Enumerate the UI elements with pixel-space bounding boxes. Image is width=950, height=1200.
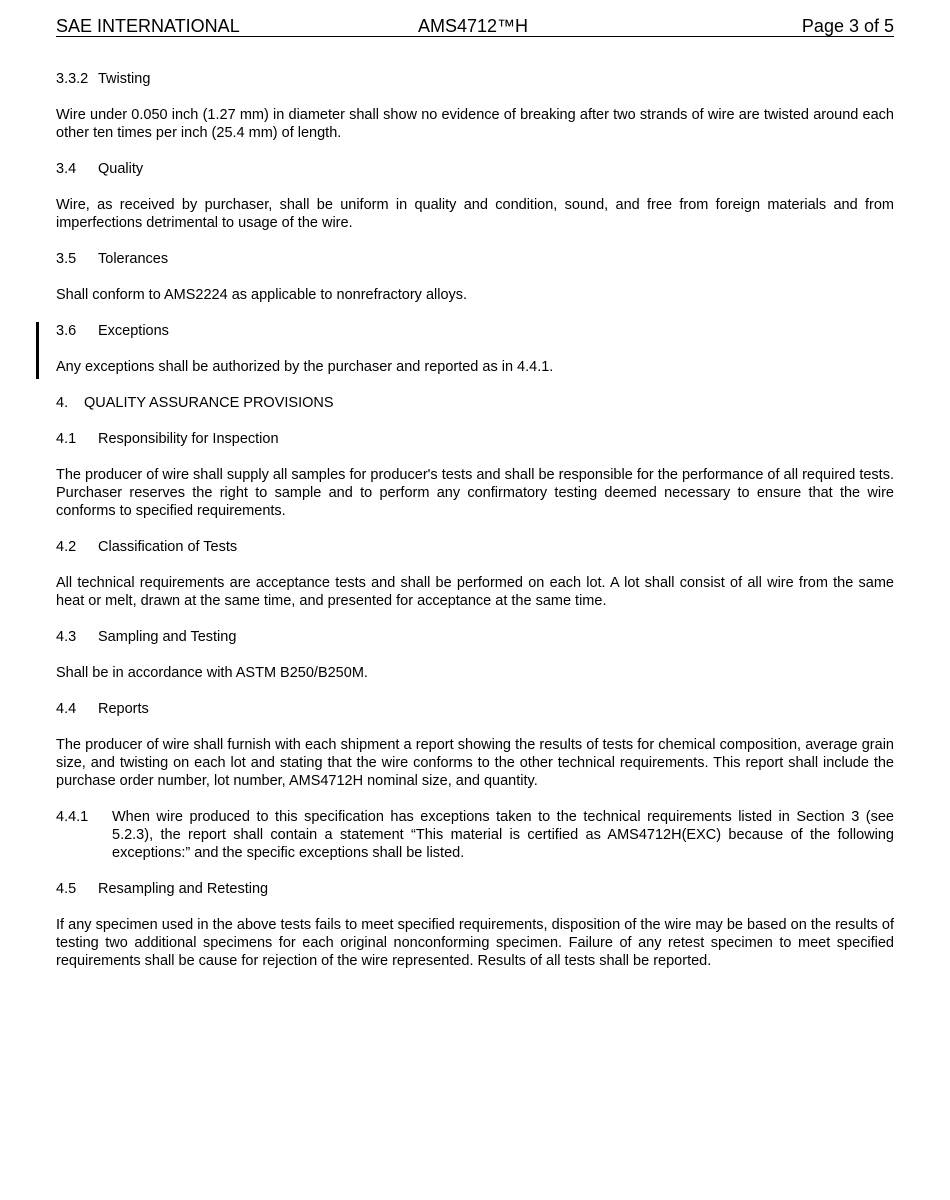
section-title: Exceptions: [98, 323, 169, 339]
section-body-3-5: Shall conform to AMS2224 as applicable to nonrefractory alloys.: [56, 287, 468, 303]
page-header: [56, 16, 894, 37]
section-number: 4.2: [56, 539, 77, 555]
section-number: 4.4.1: [56, 809, 89, 825]
section-body-4-1: The producer of wire shall supply all samples for producer's tests and shall be responsible for the performance of all required tests. Purchaser reserves the right to sample and to perform any confirmatory testing deemed necessary to ensure that the wire conforms to specified requirements.: [56, 467, 894, 519]
section-number: 4.: [56, 395, 69, 411]
section-number: 4.5: [56, 881, 77, 897]
section-heading-4-4: [56, 700, 894, 718]
section-title: Responsibility for Inspection: [98, 431, 279, 447]
section-number: 3.6: [56, 323, 77, 339]
section-title: Sampling and Testing: [98, 629, 237, 645]
section-title: Resampling and Retesting: [98, 881, 269, 897]
section-heading-3-5: [56, 250, 894, 268]
subsection-body: When wire produced to this specification has exceptions taken to the technical requirements listed in Section 3 (see 5.2.3), the report shall contain a statement “This material is certified as AMS4712H(EXC) because of the following exceptions:” and the specific exceptions shall be listed.: [112, 809, 894, 861]
document-body: [56, 70, 894, 970]
section-title: Quality: [98, 161, 144, 177]
revision-change-bar: [36, 322, 39, 379]
section-number: 4.3: [56, 629, 77, 645]
section-heading-3-3-2: [56, 70, 894, 88]
section-number: 4.4: [56, 701, 77, 717]
section-heading-3-6: [56, 322, 894, 340]
section-title: Reports: [98, 701, 149, 717]
header-page-number: Page 3 of 5: [801, 16, 894, 36]
section-body-3-6: Any exceptions shall be authorized by the purchaser and reported as in 4.4.1.: [56, 359, 554, 375]
section-title: Tolerances: [98, 251, 169, 267]
section-heading-4-5: [56, 880, 894, 898]
section-body-4-4: The producer of wire shall furnish with each shipment a report showing the results of tests for chemical composition, average grain size, and twisting on each lot and stating that the wire conforms to the other technical requirements. This report shall include the purchase order number, lot number, AMS4712H nominal size, and quantity.: [56, 737, 894, 789]
section-title: Classification of Tests: [98, 539, 238, 555]
subsection-4-4-1: [56, 808, 894, 862]
section-number: 4.1: [56, 431, 77, 447]
section-heading-3-4: [56, 160, 894, 178]
section-heading-4: [56, 394, 894, 412]
section-heading-4-3: [56, 628, 894, 646]
section-body-3-3-2: Wire under 0.050 inch (1.27 mm) in diameter shall show no evidence of breaking after two strands of wire are twisted around each other ten times per inch (25.4 mm) of length.: [56, 107, 894, 141]
section-title: Twisting: [98, 71, 151, 87]
section-number: 3.3.2: [56, 71, 89, 87]
header-organization: SAE INTERNATIONAL: [56, 16, 240, 36]
section-body-4-2: All technical requirements are acceptance tests and shall be performed on each lot. A lot shall consist of all wire from the same heat or melt, drawn at the same time, and presented for acceptance at the same time.: [56, 575, 894, 609]
section-title: QUALITY ASSURANCE PROVISIONS: [84, 395, 334, 411]
section-body-4-3: Shall be in accordance with ASTM B250/B250M.: [56, 665, 368, 681]
section-body-4-5: If any specimen used in the above tests fails to meet specified requirements, disposition of the wire may be based on the results of testing two additional specimens for each original nonconforming specimen. Failure of any retest specimen to meet specified requirements shall be cause for rejection of the wire represented. Results of all tests shall be reported.: [56, 917, 894, 969]
document-page: [56, 16, 894, 988]
section-body-3-4: Wire, as received by purchaser, shall be uniform in quality and condition, sound, and free from foreign materials and from imperfections detrimental to usage of the wire.: [56, 197, 894, 231]
section-heading-4-2: [56, 538, 894, 556]
section-number: 3.5: [56, 251, 77, 267]
section-number: 3.4: [56, 161, 77, 177]
header-document-number: AMS4712™H: [418, 16, 529, 36]
section-heading-4-1: [56, 430, 894, 448]
